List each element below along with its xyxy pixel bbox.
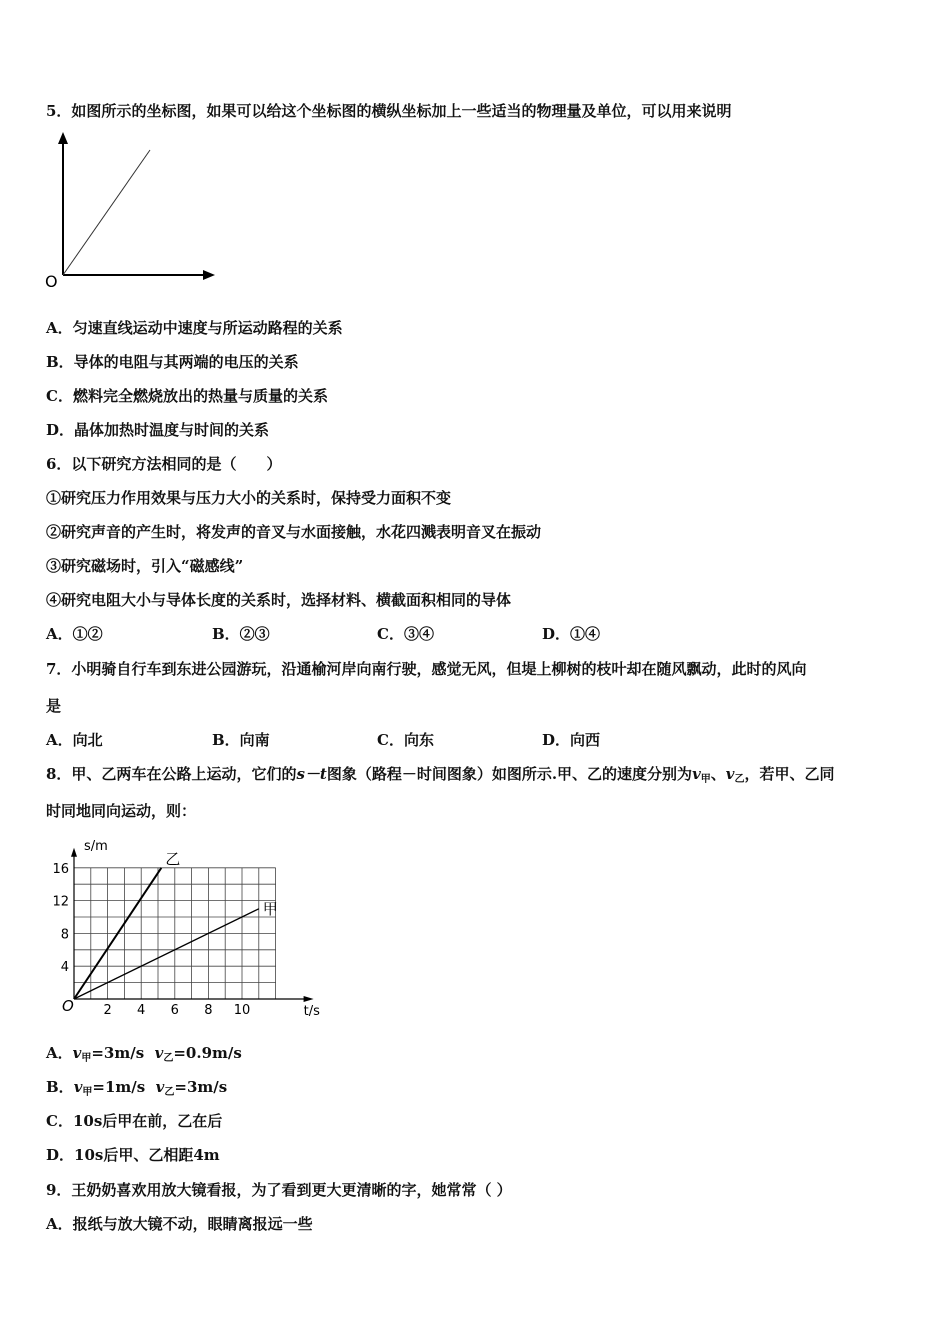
q8-option-d[interactable]: D．10s后甲、乙相距4m: [46, 1146, 220, 1164]
q7-option-b[interactable]: B．向南: [212, 731, 270, 749]
q7-stem-line1: 7．小明骑自行车到东进公园游玩，沿通榆河岸向南行驶，感觉无风，但堤上柳树的枝叶却在随风飘动，此时的风向: [46, 660, 807, 678]
q8-option-a[interactable]: [46, 1043, 242, 1066]
x-tick-label: 4: [137, 1003, 146, 1018]
y-axis-arrow: [71, 848, 77, 857]
q8-optB-sub1: 甲: [82, 1087, 93, 1098]
q8-optA-sub2: 乙: [163, 1053, 174, 1064]
x-axis-arrow: [304, 996, 314, 1002]
y-axis-label: s/m: [84, 838, 108, 854]
q6-item-2: ②研究声音的产生时，将发声的音叉与水面接触，水花四溅表明音叉在振动: [46, 523, 542, 541]
q8-optA-v1: v: [72, 1044, 82, 1062]
q8-optA-v2: v: [154, 1044, 164, 1062]
q8-st-label: s－t: [296, 765, 327, 783]
q5-option-d[interactable]: D．晶体加热时温度与时间的关系: [46, 421, 270, 439]
q6-item-3: ③研究磁场时，引入“磁感线”: [46, 557, 244, 575]
x-tick-label: 2: [103, 1003, 112, 1018]
series-jia-label: 甲: [262, 899, 278, 918]
q6-option-d[interactable]: D．①④: [542, 625, 601, 643]
q8-stem-line1: [46, 764, 835, 787]
series-yi-label: 乙: [165, 849, 181, 868]
q8-v-yi: v: [725, 765, 735, 783]
q9-stem: 9．王奶奶喜欢用放大镜看报，为了看到更大更清晰的字，她常常（ ）: [46, 1181, 512, 1199]
q7-option-a[interactable]: A．向北: [46, 731, 103, 749]
q6-option-c[interactable]: C．③④: [377, 625, 434, 643]
series-jia-line: [74, 909, 259, 999]
q8-optB-eq2: =3m/s: [174, 1078, 228, 1096]
q8-stem-part2: 图象（路程－时间图象）如图所示.甲、乙的速度分别为: [326, 765, 693, 783]
q5-option-b[interactable]: B．导体的电阻与其两端的电压的关系: [46, 353, 299, 371]
q8-dun: 、: [710, 765, 726, 783]
q8-optA-eq1: =3m/s: [91, 1044, 145, 1062]
q8-v-jia: v: [692, 765, 701, 783]
q5-origin: O: [45, 272, 58, 291]
q8-stem-line2: 时同地同向运动，则：: [46, 802, 197, 820]
q8-optB-sub2: 乙: [164, 1087, 175, 1098]
q8-optB-eq1: =1m/s: [92, 1078, 146, 1096]
q7-option-d[interactable]: D．向西: [542, 731, 601, 749]
q8-stem-part3: ，若甲、乙同: [744, 765, 835, 783]
q6-item-1: ①研究压力作用效果与压力大小的关系时，保持受力面积不变: [46, 489, 452, 507]
q8-optA-label: A．: [46, 1044, 73, 1062]
y-tick-label: 8: [60, 927, 69, 943]
q9-option-a[interactable]: A．报纸与放大镜不动，眼睛离报远一些: [46, 1215, 313, 1233]
q5-option-a[interactable]: A．匀速直线运动中速度与所运动路程的关系: [46, 319, 343, 337]
q8-st-chart: [40, 832, 320, 1022]
q5-stem: 5．如图所示的坐标图，如果可以给这个坐标图的横纵坐标加上一些适当的物理量及单位，可以用来说明: [46, 102, 732, 120]
y-tick-label: 4: [60, 960, 69, 976]
q5-option-c[interactable]: C．燃料完全燃烧放出的热量与质量的关系: [46, 387, 328, 405]
q7-option-c[interactable]: C．向东: [377, 731, 434, 749]
q5-x-arrow: [203, 270, 215, 280]
x-tick-label: 6: [170, 1003, 179, 1018]
q8-stem-part1: 8．甲、乙两车在公路上运动，它们的: [46, 765, 297, 783]
q8-optB-label: B．: [46, 1078, 74, 1096]
y-tick-label: 12: [52, 894, 69, 910]
q8-optA-sub1: 甲: [81, 1053, 92, 1064]
q5-y-arrow: [58, 132, 68, 144]
q5-line: [63, 150, 150, 275]
q8-option-b[interactable]: [46, 1077, 227, 1100]
q8-sub-jia: 甲: [700, 774, 711, 785]
x-tick-label: 10: [233, 1003, 251, 1018]
q8-optB-v2: v: [155, 1078, 165, 1096]
q7-stem-line2: 是: [46, 697, 62, 715]
q8-optA-eq2: =0.9m/s: [173, 1044, 242, 1062]
x-tick-label: 8: [204, 1003, 213, 1018]
q8-sub-yi: 乙: [734, 774, 745, 785]
y-tick-label: 16: [52, 861, 69, 877]
q6-option-a[interactable]: A．①②: [46, 625, 103, 643]
q8-option-c[interactable]: C．10s后甲在前，乙在后: [46, 1112, 223, 1130]
q6-option-b[interactable]: B．②③: [212, 625, 270, 643]
q6-item-4: ④研究电阻大小与导体长度的关系时，选择材料、横截面积相同的导体: [46, 591, 512, 609]
origin-label: O: [62, 997, 74, 1015]
q5-graph: [40, 130, 240, 290]
q6-stem: 6．以下研究方法相同的是（ ）: [46, 455, 282, 473]
q8-optB-v1: v: [73, 1078, 83, 1096]
x-axis-label: t/s: [303, 1004, 320, 1019]
